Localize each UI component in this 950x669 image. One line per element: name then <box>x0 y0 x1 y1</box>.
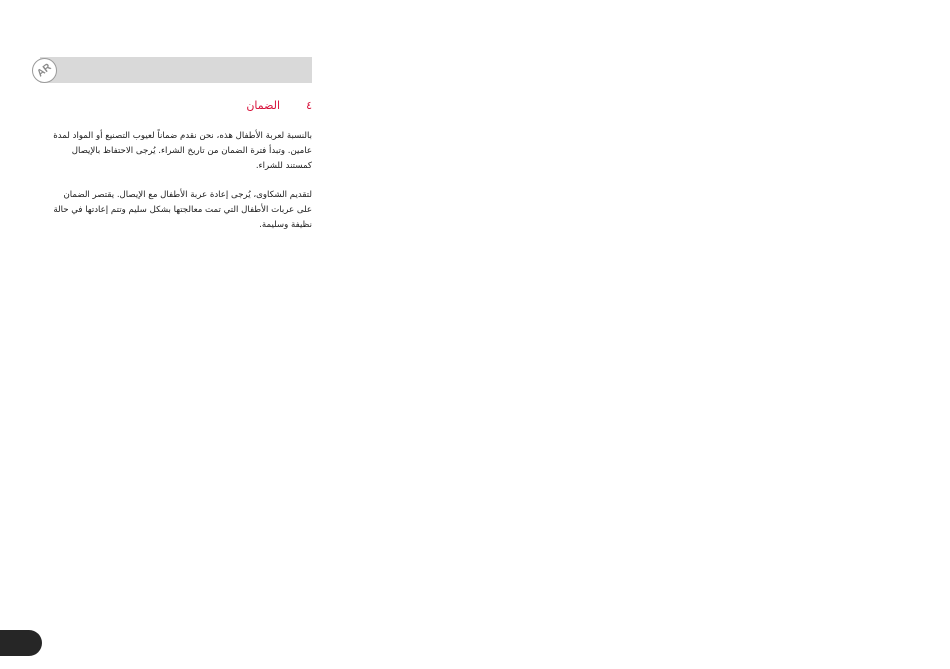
language-badge-label: AR <box>35 61 54 80</box>
language-badge <box>32 58 57 83</box>
section-heading <box>246 99 312 112</box>
paragraph-line: لتقديم الشكاوى، يُرجى إعادة عربة الأطفال مع الإيصال. يقتصر الضمان <box>63 190 312 200</box>
page-edge-tab <box>0 630 42 656</box>
section-title: الضمان <box>246 99 281 112</box>
paragraph-line: عامين. وتبدأ فترة الضمان من تاريخ الشراء. يُرجى الاحتفاظ بالإيصال <box>71 146 312 156</box>
warranty-paragraph <box>32 129 312 174</box>
section-number: ٤ <box>306 99 312 112</box>
paragraph-line: كمستند للشراء. <box>255 161 312 171</box>
complaints-paragraph <box>32 188 312 233</box>
paragraph-line: نظيفة وسليمة. <box>259 220 312 230</box>
language-section-bar <box>40 57 312 83</box>
paragraph-line: بالنسبة لعربة الأطفال هذه، نحن نقدم ضماناً لعيوب التصنيع أو المواد لمدة <box>53 131 312 141</box>
paragraph-line: على عربات الأطفال التي تمت معالجتها بشكل سليم وتتم إعادتها في حالة <box>53 205 312 215</box>
